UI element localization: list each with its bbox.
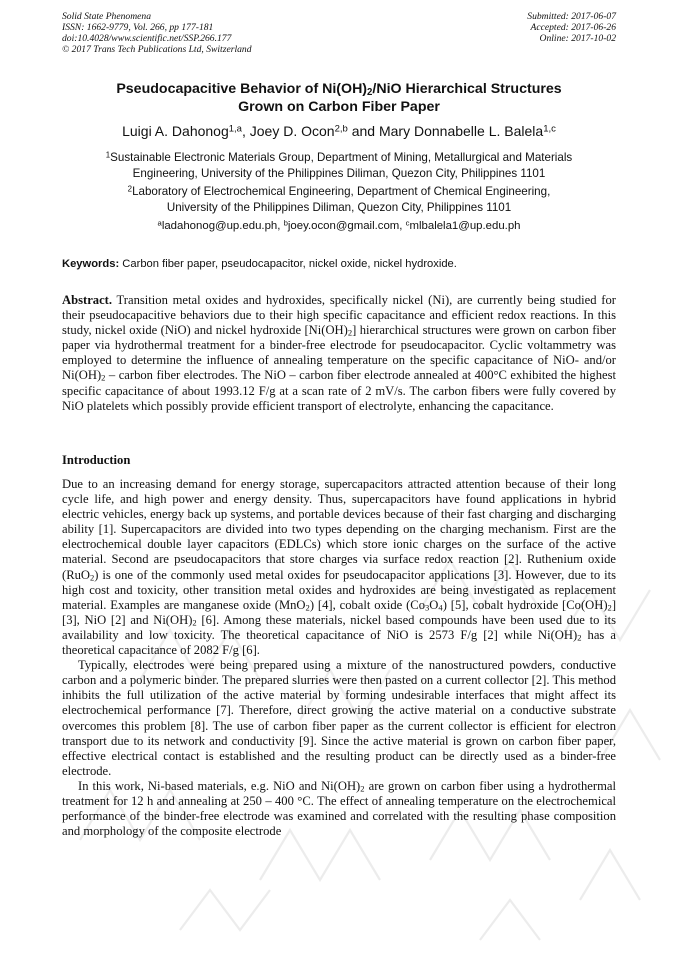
title-line-1: Pseudocapacitive Behavior of $Ni(OH)_2$/NiO Hierarchical Structures (116, 81, 562, 98)
author-name: Mary Donnabelle L. Balela (378, 123, 544, 139)
accepted-date: Accepted: 2017-06-26 (530, 22, 616, 33)
affiliation-2: $^2$Laboratory of Electrochemical Engineering, Department of Chemical Engineering, University of the Philippines Diliman, Quezon City, Philippines 1101 (127, 184, 551, 214)
email-link[interactable]: mlbalela1@up.edu.ph (409, 220, 521, 232)
paragraph: Typically, electrodes were being prepared using a mixture of the nanostructured powders, conductive carbon and a polymeric binder. The prepared slurries were then pasted on a current collector [2]. This method inhibits the full utilization of the active material by forming undesirable interfaces that might affect its electrochemical performance [7]. Therefore, direct growing the active material on a conductive substrate overcomes this problem [8]. The use of carbon fiber paper as the current collector is efficient for electron transport due to its network and conductivity [9]. Since the active material is grown on carbon fiber paper, effective electrical contact is established and the resulting product can be directly used as a binder-free electrode. (62, 658, 616, 778)
doi: doi:10.4028/www.scientific.net/SSP.266.177 (62, 33, 232, 44)
affiliation-1: $^1$Sustainable Electronic Materials Group, Department of Mining, Metallurgical and Materials Engineering, University of the Philippines Diliman, Quezon City, Philippines 1101 (105, 150, 573, 180)
email-link[interactable]: joey.ocon@gmail.com, (287, 220, 406, 232)
journal-name: Solid State Phenomena (62, 11, 151, 22)
journal-info (62, 11, 252, 55)
submitted-date: Submitted: 2017-06-07 (527, 11, 616, 22)
title-line-2: Grown on Carbon Fiber Paper (238, 99, 440, 115)
introduction-body (62, 477, 616, 839)
author-list: Luigi A. Dahonog$^{1,a}$, Joey D. Ocon$^{2,b}$ and Mary Donnabelle L. Balela$^{1,c}$ (122, 123, 556, 139)
section-heading-introduction: Introduction (62, 453, 131, 467)
copyright: © 2017 Trans Tech Publications Ltd, Switzerland (62, 44, 252, 55)
paragraph: In this work, Ni-based materials, e.g. NiO and $Ni(OH)_2$ are grown on carbon fiber using a hydrothermal treatment for 12 h and annealing at 250 – 400 °C. The effect of annealing temperature on the electrochemical performance of the binder-free electrode was examined and correlated with the resulting phase composition and morphology of the composite electrode (62, 778, 616, 839)
keywords-text: Carbon fiber paper, pseudocapacitor, nickel oxide, nickel hydroxide. (119, 258, 457, 270)
paper-title (62, 80, 616, 116)
author-emails: $^a$ladahonog@up.edu.ph, $^b$joey.ocon@gmail.com, $^c$mlbalela1@up.edu.ph (157, 218, 521, 232)
online-date: Online: 2017-10-02 (539, 33, 616, 44)
dates-info (527, 11, 616, 44)
keywords (62, 257, 616, 271)
abstract-label: Abstract. (62, 293, 113, 307)
author-name: Luigi A. Dahonog (122, 123, 229, 139)
issn: ISSN: 1662-9779, Vol. 266, pp 177-181 (62, 22, 214, 33)
keywords-label: Keywords: (62, 258, 120, 270)
abstract: Abstract. Transition metal oxides and hydroxides, specifically nickel (Ni), are currently being studied for their pseudocapacitive behaviors due to their high specific capacitance and efficient redox reactions. In this study, nickel oxide (NiO) and nickel hydroxide $[Ni(OH)_2]$ hierarchical structures were grown on carbon fiber paper via hydrothermal treatment for a binder-free electrode for pseudocapacitor. Cyclic voltammetry was employed to determine the influence of annealing temperature on the specific capacitance of NiO- and/or $Ni(OH)_2$ – carbon fiber electrodes. The NiO – carbon fiber electrode annealed at 400°C exhibited the highest specific capacitance of about 1993.12 F/g at a scan rate of 2 mV/s. The carbon fibers were fully covered by NiO platelets which possibly provide efficient transport of electrolyte, enhancing the capacitance. (62, 293, 616, 413)
author-name: Joey D. Ocon (249, 123, 335, 139)
paragraph: Due to an increasing demand for energy storage, supercapacitors attracted attention because of their long cycle life, and high power and energy density. Thus, supercapacitors have found applications in hybrid electric vehicles, energy back up systems, and portable devices because of their fast charging and discharging ability [1]. Supercapacitors are divided into two types depending on the charging mechanism. First are the electrochemical double layer capacitors (EDLCs) which store ionic charges on the surface of the active material. Second are pseudocapacitors that store charges via surface redox reaction [2]. Ruthenium oxide (RuO$_2$) is one of the commonly used metal oxides for pseudocapacitor applications [3]. However, due to its high cost and toxicity, other transition metal oxides and hydroxides are being investigated as replacement material. Examples are manganese oxide (MnO$_2$) [4], cobalt oxide $(Co_3O_4)$ [5], cobalt hydroxide $[Co(OH)_2]$ [3], NiO [2] and $Ni(OH)_2$ [6]. Among these materials, nickel based compounds have been used due to its availability and low toxicity. The theoretical capacitance of NiO is 2573 F/g [2] while $Ni(OH)_2$ has a theoretical capacitance of 2082 F/g [6]. (62, 477, 617, 658)
email-link[interactable]: ladahonog@up.edu.ph, (161, 220, 284, 232)
